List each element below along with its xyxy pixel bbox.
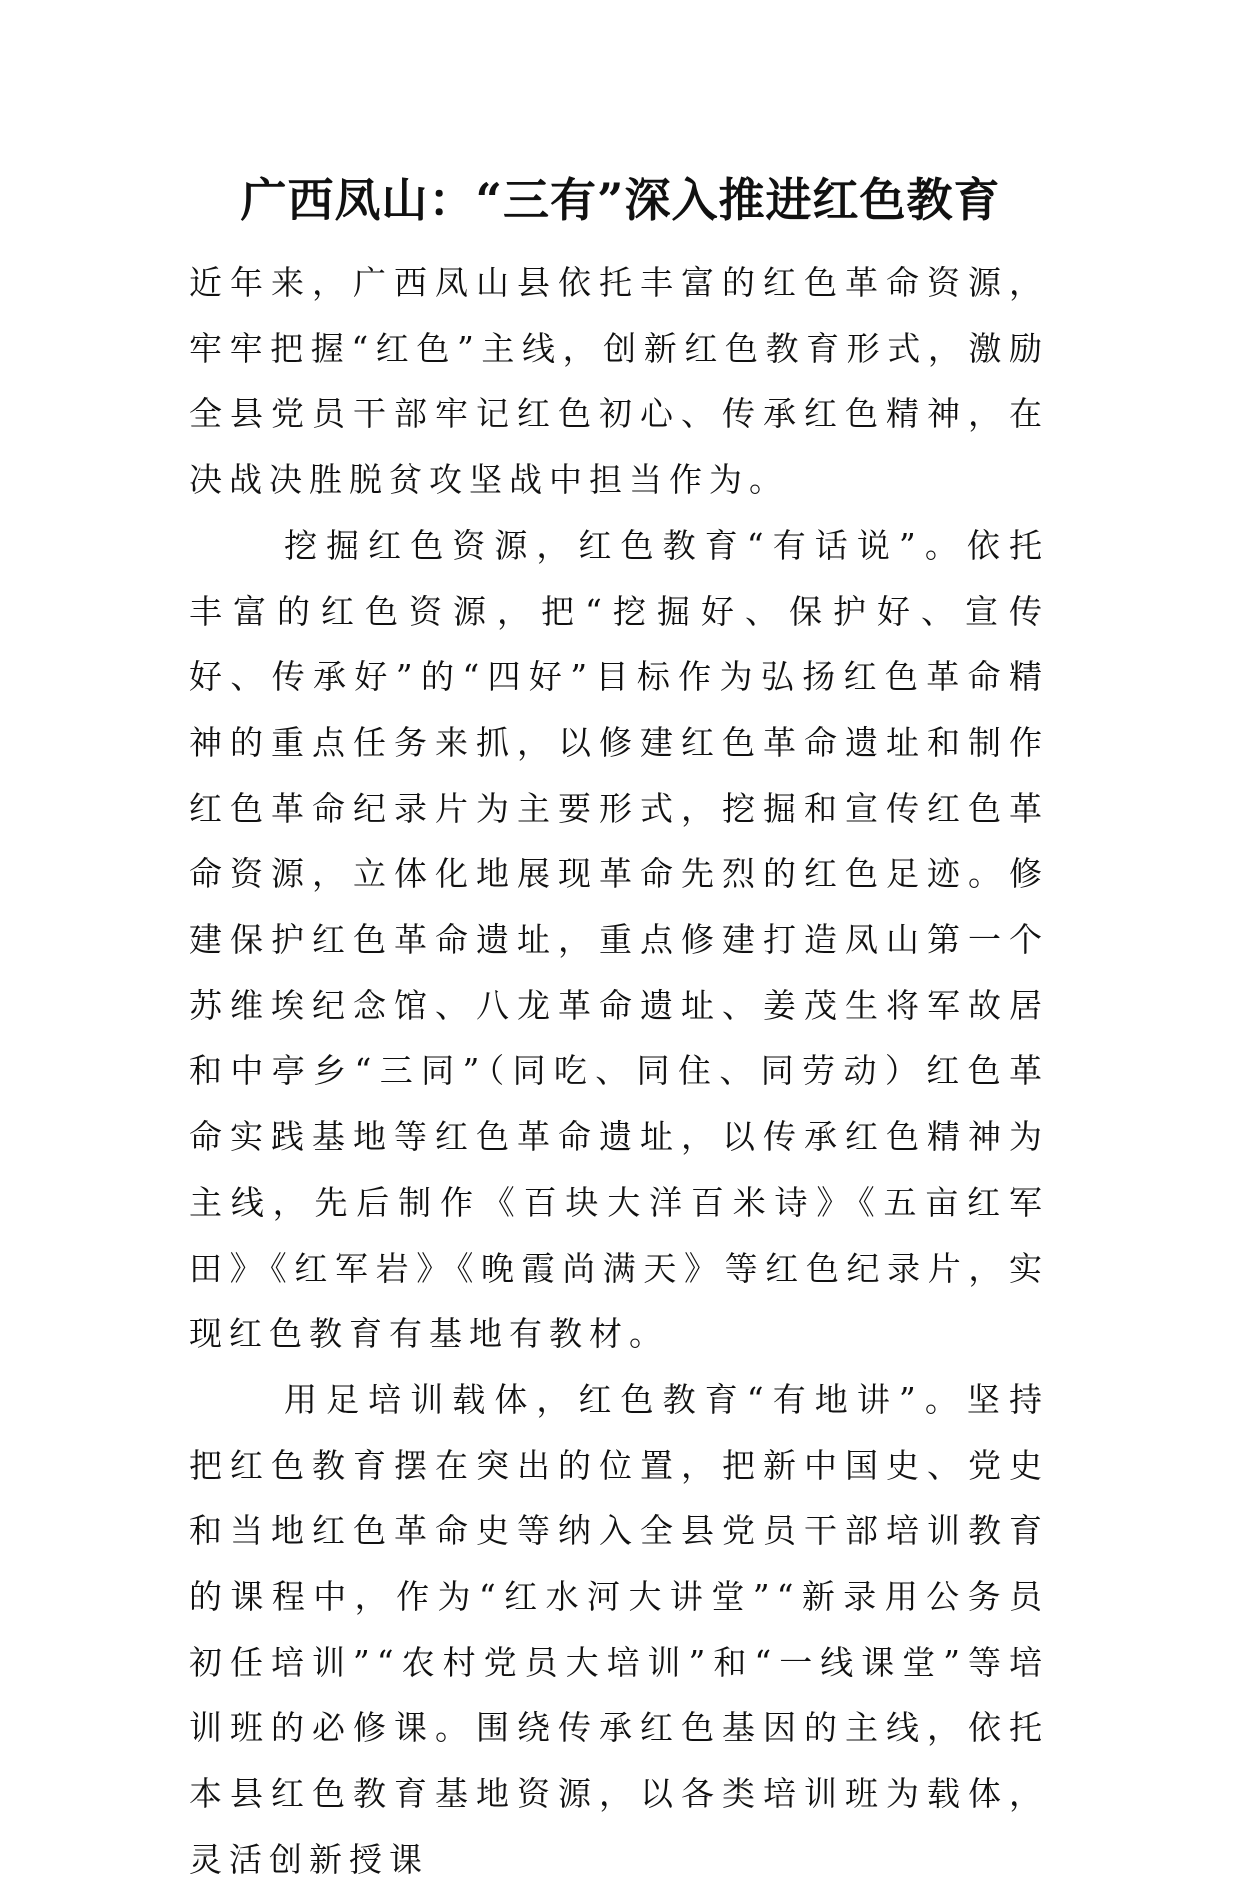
paragraph-intro: 近年来，广西凤山县依托丰富的红色革命资源，牢牢把握“红色”主线，创新红色教育形式，激励全县党员干部牢记红色初心、传承红色精神，在决战决胜脱贫攻坚战中担当作为。 [189, 263, 1049, 500]
paragraph-red-resources: 挖掘红色资源，红色教育“有话说”。依托丰富的红色资源，把“挖掘好、保护好、宣传好、传承好”的“四好”目标作为弘扬红色革命精神的重点任务来抓，以修建红色革命遗址和制作红色革命纪录片为主要形式，挖掘和宣传红色革命资源，立体化地展现革命先烈的红色足迹。修建保护红色革命遗址，重点修建打造凤山第一个苏维埃纪念馆、八龙革命遗址、姜茂生将军故居和中亭乡“三同”（同吃、同住、同劳动）红色革命实践基地等红色革命遗址，以传承红色精神为主线，先后制作《百块大洋百米诗》《五亩红军田》《红军岩》《晚霞尚满天》等红色纪录片，实现红色教育有基地有教材。 [189, 525, 1049, 1354]
paragraph-training: 用足培训载体，红色教育“有地讲”。坚持把红色教育摆在突出的位置，把新中国史、党史和当地红色革命史等纳入全县党员干部培训教育的课程中，作为“红水河大讲堂”“新录用公务员初任培训”“农村党员大培训”和“一线课堂”等培训班的必修课。围绕传承红色基因的主线，依托本县红色教育基地资源，以各类培训班为载体，灵活创新授课 [189, 1379, 1049, 1879]
document-title: 广西凤山：“三有”深入推进红色教育 [240, 173, 1001, 227]
document-body [189, 250, 1049, 1893]
